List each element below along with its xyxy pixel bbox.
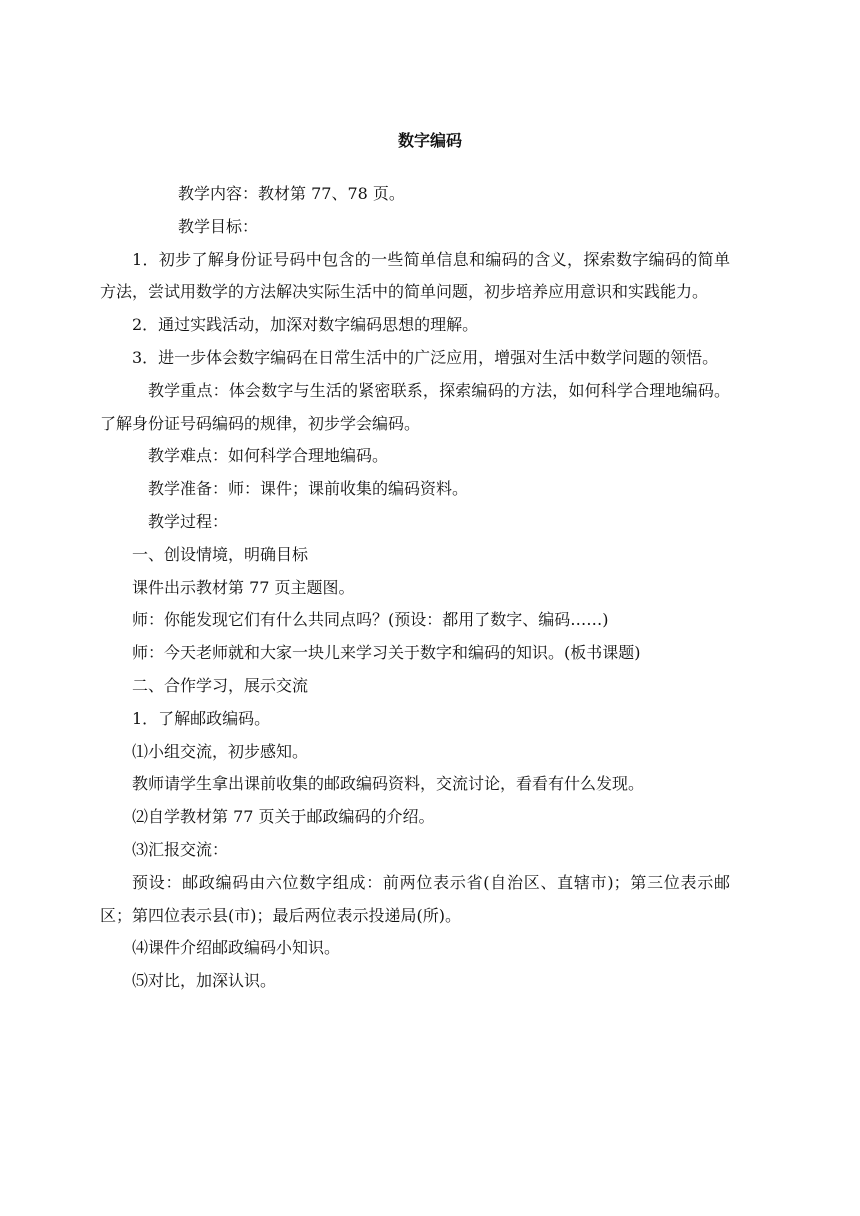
paragraph-teaching-goals-heading: 教学目标： [178,216,259,236]
paragraph-step-1-detail: 教师请学生拿出课前收集的邮政编码资料，交流讨论，看看有什么发现。 [132,774,645,794]
paragraph-step-2: ⑵自学教材第 77 页关于邮政编码的介绍。 [132,807,435,827]
paragraph-teacher-question: 师：你能发现它们有什么共同点吗？(预设：都用了数字、编码……) [132,610,609,630]
paragraph-step-3: ⑶汇报交流： [132,839,229,859]
paragraph-goal-2: 2．通过实践活动，加深对数字编码思想的理解。 [132,315,479,335]
section-heading-1: 一、创设情境，明确目标 [132,544,309,564]
paragraph-teaching-process: 教学过程： [148,511,229,531]
paragraph-teaching-difficulty: 教学难点：如何科学合理地编码。 [148,446,389,466]
paragraph-step-4: ⑷课件介绍邮政编码小知识。 [132,938,341,958]
paragraph-goal-3: 3．进一步体会数字编码在日常生活中的广泛应用，增强对生活中数学问题的领悟。 [132,347,719,367]
paragraph-step-1: ⑴小组交流，初步感知。 [132,741,309,761]
document-title: 数字编码 [397,131,462,150]
paragraph-step-3-detail: 预设：邮政编码由六位数字组成：前两位表示省(自治区、直辖市)；第三位表示邮区；第四位表示县(市)；最后两位表示投递局(所)。 [100,872,730,925]
paragraph-goal-1: 1．初步了解身份证号码中包含的一些简单信息和编码的含义，探索数字编码的简单方法，尝试用数学的方法解决实际生活中的简单问题，初步培养应用意识和实践能力。 [100,249,730,302]
paragraph-teacher-intro: 师：今天老师就和大家一块儿来学习关于数字和编码的知识。(板书课题) [132,643,641,663]
paragraph-teaching-focus: 教学重点：体会数字与生活的紧密联系，探索编码的方法，如何科学合理地编码。了解身份证号码编码的规律，初步学会编码。 [100,380,730,433]
paragraph-teaching-content: 教学内容：教材第 77、78 页。 [178,184,405,203]
paragraph-postcode-heading: 1．了解邮政编码。 [132,708,271,728]
document-body [100,178,730,998]
paragraph-teaching-preparation: 教学准备：师：课件；课前收集的编码资料。 [148,479,469,499]
paragraph-step-5: ⑸对比，加深认识。 [132,971,277,991]
paragraph-courseware: 课件出示教材第 77 页主题图。 [132,577,355,597]
section-heading-2: 二、合作学习，展示交流 [132,675,309,695]
